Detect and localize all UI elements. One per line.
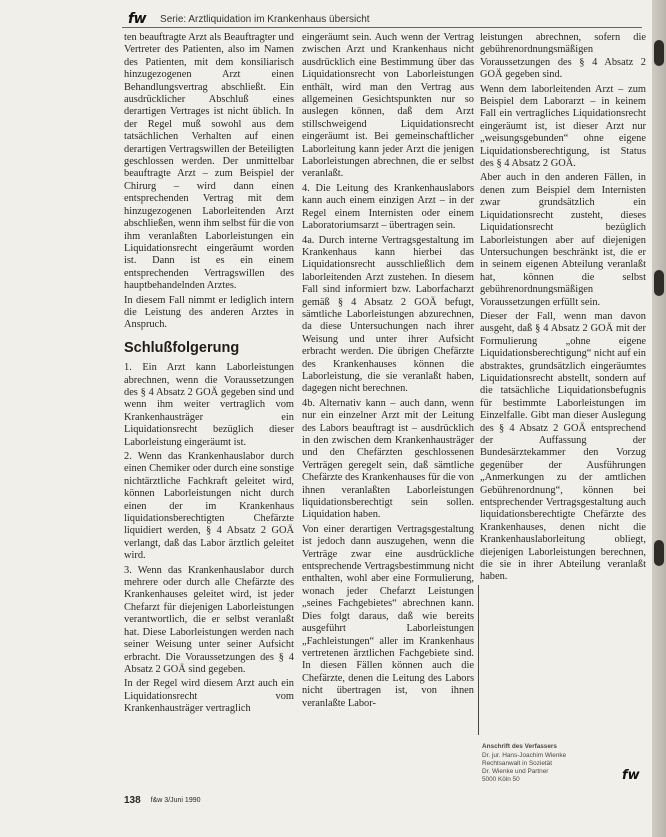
text-column-2	[302, 32, 474, 712]
footer-logo: fw	[622, 768, 640, 783]
paragraph: 4a. Durch interne Vertragsgestaltung im Krankenhaus kann hierbei das Liquidationsrecht ausschließlich dem laborleitenden Arzt zustehen. In diesem Fall sind informiert bzw. Laborfacharzt gemäß § 4 Absatz 2 GOÄ befugt, sämtliche Laborleistungen abzurechnen, da diese Untersuchungen nach ihrer Weisung und unter ihrer Aufsicht erbracht werden. Die übrigen Chefärzte des Krankenhauses können die Laborleistung, die sie veranlaßt haben, dagegen nicht berechnen.	[302, 234, 474, 395]
paragraph: leistungen abrechnen, sofern die gebührenordnungsmäßigen Voraussetzungen des § 4 Absatz 2 GOÄ gegeben sind.	[480, 32, 646, 81]
author-address-heading: Anschrift des Verfassers	[482, 743, 557, 750]
journal-issue: f&w 3/Juni 1990	[150, 796, 201, 804]
author-address-line: Dr. jur. Hans-Joachim Wienke	[482, 752, 567, 759]
running-head: Serie: Arztliquidation im Krankenhaus übersicht	[160, 13, 370, 25]
paragraph: Dieser der Fall, wenn man davon ausgeht, daß § 4 Absatz 2 GOÄ mit der Formulierung „ohne eigene Liquidationsberechtigung“ nicht auf ein abstraktes, grundsätzlich eingeräumtes Liquidationsrecht abstellt, sondern auf die tatsächliche Liquidationsbefugnis für bestimmte Laborleistungen im Einzelfalle. Gibt man dieser Auslegung des § 4 Absatz 2 GOÄ entsprechend der Auffassung der Bundesärztekammer den Vorzug gegenüber der Ausführungen „Anmerkungen zu der amtlichen Gebührenordnung“, können bei entsprechender Vertragsgestaltung auch liquidationsberechtigte Chefärzte des Krankenhauses, denen nicht die Krankenhauslaborleitung obliegt, diejenigen Laborleistungen berechnen, die sie in ihrer Abteilung veranlaßt haben.	[480, 310, 646, 583]
page-number: 138	[124, 794, 141, 806]
author-address-line: Rechtsanwalt in Sozietät	[482, 760, 552, 767]
author-address-line: 5000 Köln 50	[482, 776, 520, 783]
author-address	[482, 743, 622, 784]
text-column-1	[124, 32, 294, 718]
binder-tab-mark	[654, 540, 664, 566]
binder-tab-mark	[654, 40, 664, 66]
paragraph: eingeräumt sein. Auch wenn der Vertrag zwischen Arzt und Krankenhaus nicht ausdrücklich eine Bestimmung über das Liquidationsrecht von Laborleistungen enthält, wird man den Vertrag aus allgemeinen Gesichtspunkten nur so auslegen können, daß dem Arzt stillschweigend Liquidationsrecht eingeräumt ist. Bei gemeinschaftlicher Laborleitung kann jeder Arzt die jenigen Laborleistungen abrechnen, die er selbst veranlaßt.	[302, 32, 474, 180]
section-title: Schlußfolgerung	[124, 339, 240, 356]
paragraph: Aber auch in den anderen Fällen, in denen zum Beispiel dem Internisten zwar grundsätzlich ein Liquidationsrecht zusteht, dieses Liquidationsrecht bezüglich Laborleistungen aber auf diejenigen Untersuchungen beschränkt ist, die er in seinem eigenen Abteilung veranlaßt hat, können die selbst gebührenordnungsmäßigen Voraussetzungen erfüllt sein.	[480, 172, 646, 308]
journal-logo: fw	[128, 11, 147, 27]
page-edge	[652, 0, 666, 837]
paragraph: Wenn dem laborleitenden Arzt – zum Beispiel dem Laborarzt – in keinem Fall ein vertragliches Liquidationsrecht eingeräumt ist, ist dieser Arzt nur „weisungsgebunden“ ohne eigene Liquidationsberechtigung, ist Status des § 4 Absatz 2 GOÄ.	[480, 83, 646, 170]
paragraph: 2. Wenn das Krankenhauslabor durch einen Chemiker oder durch eine sonstige nichtärztliche Fachkraft geleitet wird, können Laborleistungen nicht durch einen der im Krankenhaus liquidationsberechtigten Chefärzte liquidiert werden, § 4 Absatz 2 GOÄ verlangt, daß das Labor ärztlich geleitet wird.	[124, 451, 294, 562]
paragraph: 3. Wenn das Krankenhauslabor durch mehrere oder durch alle Chefärzte des Krankenhauses geleitet wird, ist jeder Chefarzt für diejenigen Laborleistungen verantwortlich, die er selbst veranlaßt hat. Diese Laborleistungen werden nach seiner Weisung unter seiner Aufsicht erbracht. Die Voraussetzungen des § 4 Absatz 2 GOÄ sind gegeben.	[124, 564, 294, 675]
paragraph: 1. Ein Arzt kann Laborleistungen abrechnen, wenn die Voraussetzungen des § 4 Absatz 2 GOÄ gegeben sind und wenn ihm weiter vertraglich vom Krankenhausträger ein Liquidationsrecht bezüglich dieser Laborleistung eingeräumt ist.	[124, 362, 294, 448]
paragraph: 4. Die Leitung des Krankenhauslabors kann auch einem einzigen Arzt – in der Regel einem Internisten oder einem Laboratoriumsarzt – übertragen sein.	[302, 182, 474, 232]
column-divider	[478, 585, 479, 735]
page-footer	[124, 793, 454, 807]
binder-tab-mark	[654, 270, 664, 296]
paragraph: In diesem Fall nimmt er lediglich intern die Leistung des anderen Arztes in Anspruch.	[124, 294, 294, 331]
paragraph: In der Regel wird diesem Arzt auch ein Liquidationsrecht vom Krankenhausträger vertraglich	[124, 678, 294, 715]
paragraph: ten beauftragte Arzt als Beauftragter und Vertreter des Patienten, also im Namen des Patienten, mit dem konsiliarisch hinzugezogenen Arzt einen Behandlungsvertrag abschließt. Ein ausdrücklicher Abschluß eines derartigen Vertrages ist nicht üblich. In der Regel muß sowohl aus dem tatsächlichen Verhalten auf einen derartigen Vertragswillen der Beteiligten geschlossen werden. Der unmittelbar beauftragte Arzt – zum Beispiel der Chirurg – wird dann einen entsprechenden Vertrag mit dem hinzugezogenen Laborleitenden Arzt abschließen, wenn ihm selbst für die von ihm veranlaßten Laborleistungen ein Liquidationsrecht eingeräumt worden ist. Dann ist es ein einem entsprechenden Vertragswillen des hauptbehandelnden Arztes.	[124, 32, 294, 292]
header-rule	[122, 27, 642, 28]
text-column-3	[480, 32, 646, 586]
author-address-line: Dr. Wienke und Partner	[482, 768, 549, 775]
paragraph: 4b. Alternativ kann – auch dann, wenn nur ein einzelner Arzt mit der Leitung des Labors beauftragt ist – ausdrücklich in den zwischen dem Krankenhausträger und den Chefärzten geschlossenen Verträgen geregelt sein, daß sämtliche Chefärzte des Krankenhauses für die von ihnen veranlaßten Laborleistungen liquidationsberechtigt sein sollen. Liquidation haben.	[302, 397, 474, 521]
paragraph: Von einer derartigen Vertragsgestaltung ist jedoch dann auszugehen, wenn die Verträge zwar eine ausdrückliche entsprechende Vertragsbestimmung nicht enthalten, wohl aber eine Formulierung, wonach jeder Chefarzt Leistungen „seines Fachgebietes“ abrechnen kann. Dies folgt daraus, daß wie bereits ausgeführt Laborleistungen „Fachleistungen“ aller im Krankenhaus vertretenen ärztlichen Fachgebiete sind. In diesen Fällen können auch die Chefärzte, denen die Leitung des Labors nicht übertragen ist, von ihnen veranlaßte Labor-	[302, 523, 474, 709]
